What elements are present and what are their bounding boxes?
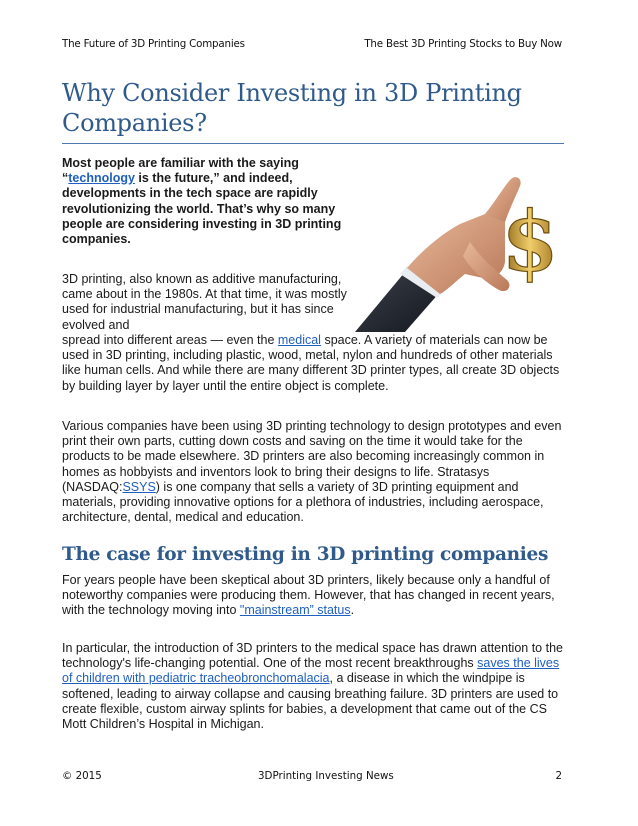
technology-link[interactable]: technology	[68, 171, 135, 186]
title-divider	[62, 143, 564, 144]
ssys-link[interactable]: SSYS	[122, 479, 156, 494]
companies-text-start: Various companies have been using 3D printing technology to design prototypes and even print their own parts, cutting down costs and saving on the time it would take for the products to be made elsewhere. 3D printers are also becoming increasingly common in homes as hobbyists and inventors look to bring their designs to life. Stratasys (NASDAQ:	[62, 419, 562, 494]
companies-text-end: ) is one company that sells a variety of 3D printing equipment and materials, providing innovative options for a plethora of industries, including aerospace, architecture, dental, medical and education.	[62, 479, 544, 525]
paragraph-materials	[62, 333, 567, 394]
footer-copyright: © 2015	[62, 770, 102, 782]
mainstream-status-link[interactable]: "mainstream” status	[239, 603, 351, 618]
hand-holding-dollar-sign-image	[345, 152, 570, 332]
medical-link[interactable]: medical	[277, 333, 321, 347]
breakthrough-text-end: , a disease in which the windpipe is softened, leading to airway collapse and causing breathing failure. 3D printers are used to create flexible, custom airway splints for babies, a development that came out of the CS Mott Children’s Hospital in Michigan.	[62, 671, 559, 732]
page-footer	[62, 770, 562, 784]
skeptical-text-end: .	[350, 603, 355, 618]
header-left: The Future of 3D Printing Companies	[62, 38, 245, 50]
paragraph-companies	[62, 419, 567, 525]
paragraph-skeptical	[62, 573, 567, 619]
saves-lives-link[interactable]: saves the lives of children with pediatric tracheobronchomalacia	[62, 656, 560, 686]
materials-text-end: space. A variety of materials can now be used in 3D printing, including plastic, wood, metal, nylon and hundreds of other materials like human cells. And while there are many different 3D printer types, all create 3D objects by building layer by layer until the entire object is complete.	[62, 333, 560, 393]
materials-text-start: spread into different areas — even the	[62, 333, 278, 347]
svg-text:$: $	[501, 194, 559, 290]
footer-publication: 3DPrinting Investing News	[258, 770, 394, 782]
intro-text-end: is the future,” and indeed, developments in the tech space are rapidly revolutionizing the world. That’s why so many people are considering investing in 3D printing companies.	[62, 171, 342, 247]
header-right: The Best 3D Printing Stocks to Buy Now	[364, 38, 562, 50]
page-title: Why Consider Investing in 3D Printing Companies?	[62, 79, 522, 137]
breakthrough-text-start: In particular, the introduction of 3D printers to the medical space has drawn attention to the technology's life-changing potential. One of the most recent breakthroughs	[62, 641, 563, 671]
page-number: 2	[555, 770, 562, 782]
intro-text-start: Most people are familiar with the saying “	[62, 156, 299, 186]
intro-paragraph	[62, 156, 342, 247]
paragraph-medical-breakthrough	[62, 641, 567, 732]
section-heading: The case for investing in 3D printing companies	[62, 544, 549, 565]
paragraph-additive-manufacturing: 3D printing, also known as additive manufacturing, came about in the 1980s. At that time, it was mostly used for industrial manufacturing, but it has since evolved and	[62, 272, 347, 332]
page-header	[62, 38, 562, 50]
skeptical-text-start: For years people have been skeptical about 3D printers, likely because only a handful of noteworthy companies were producing them. However, that has changed in recent years, with the technology moving into	[62, 573, 555, 618]
